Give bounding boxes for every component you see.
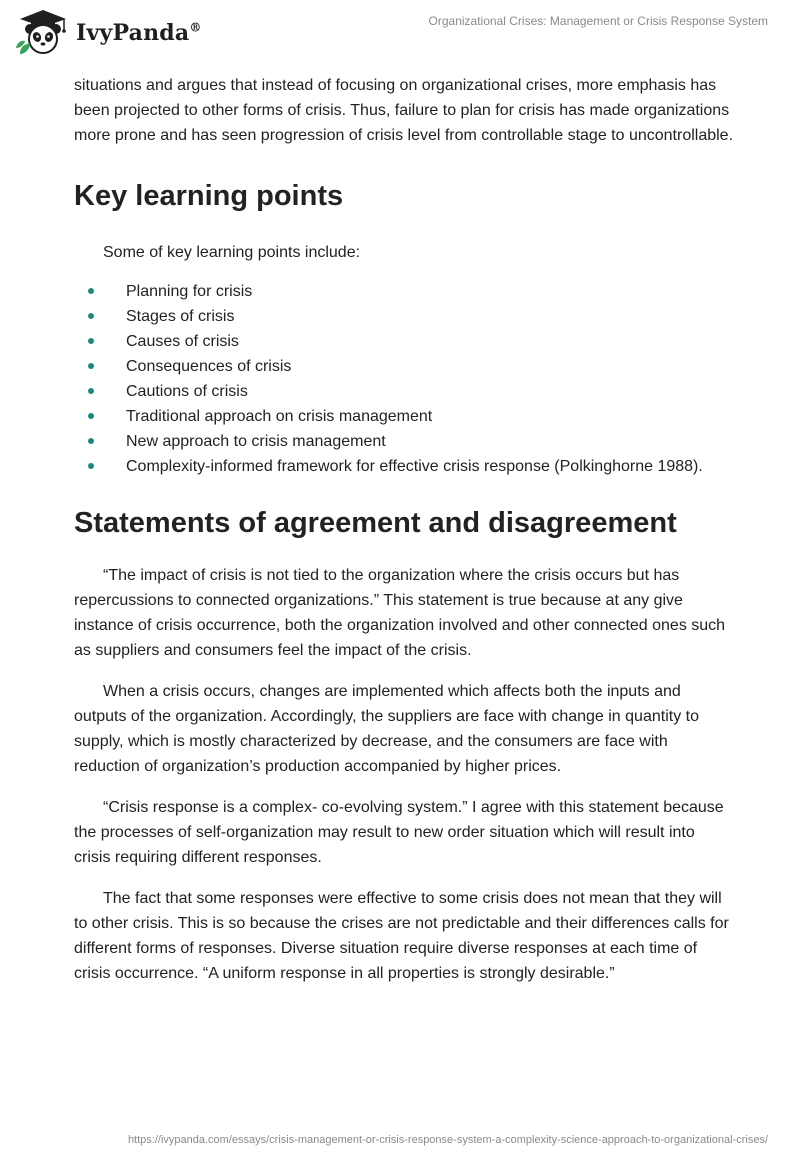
list-item-text: New approach to crisis management [126, 433, 386, 450]
list-item-text: Traditional approach on crisis management [126, 408, 433, 425]
bullet-icon [88, 363, 94, 369]
statement-paragraph: “Crisis response is a complex- co-evolving system.” I agree with this statement because the processes of self-organization may result to new order situation which will result into crisis requiring different responses. [74, 799, 724, 866]
bullet-icon [88, 413, 94, 419]
panda-graduate-icon [14, 8, 72, 58]
list-item [74, 354, 734, 379]
page-header [0, 0, 800, 70]
list-item-text: Causes of crisis [126, 333, 239, 350]
bullet-icon [88, 338, 94, 344]
statement-paragraph: “The impact of crisis is not tied to the organization where the crisis occurs but has repercussions to connected organizations.” This statement is true because at any give instance of crisis occurrence, both the organization involved and other connected ones such as suppliers and consumers feel the impact of the crisis. [74, 567, 726, 659]
bullet-icon [88, 388, 94, 394]
statement-paragraph: The fact that some responses were effective to some crisis does not mean that they will to other crisis. This is so because the crises are not predictable and their differences calls for different forms of responses. Diverse situation require diverse responses at each time of crisis occurrence. “A uniform response in all properties is strongly desirable.” [74, 890, 729, 982]
list-item [74, 404, 734, 429]
document-title: Organizational Crises: Management or Crisis Response System [428, 14, 768, 28]
brand-name-text: IvyPanda [76, 20, 190, 46]
bullet-icon [88, 438, 94, 444]
list-item-text: Planning for crisis [126, 283, 253, 300]
list-item [74, 304, 734, 329]
list-item [74, 329, 734, 354]
key-points-list [74, 279, 734, 479]
list-item [74, 454, 734, 479]
statement-paragraph: When a crisis occurs, changes are implemented which affects both the inputs and outputs of the organization. Accordingly, the suppliers are face with change in quantity to supply, which is mostly characterized by decrease, and the consumers are face with reduction of organization’s production accompanied by higher prices. [74, 683, 699, 775]
bullet-icon [88, 288, 94, 294]
statements-heading: Statements of agreement and disagreement [74, 507, 677, 539]
list-item-text: Stages of crisis [126, 308, 235, 325]
list-item [74, 429, 734, 454]
brand-name [76, 20, 202, 46]
opening-paragraph: situations and argues that instead of focusing on organizational crises, more emphasis has been projected to other forms of crisis. Thus, failure to plan for crisis has made organizations more prone and has seen progression of crisis level from controllable stage to uncontrollable. [74, 77, 734, 144]
bullet-icon [88, 313, 94, 319]
essay-content [74, 73, 734, 986]
bullet-icon [88, 463, 94, 469]
list-item-text: Consequences of crisis [126, 358, 292, 375]
list-item [74, 279, 734, 304]
source-url-link[interactable]: https://ivypanda.com/essays/crisis-management-or-crisis-response-system-a-complexity-science-approach-to-organizational-crises/ [127, 1134, 768, 1146]
ivypanda-logo[interactable] [14, 8, 202, 58]
key-points-intro: Some of key learning points include: [103, 244, 361, 261]
list-item-text: Cautions of crisis [126, 383, 248, 400]
list-item-text: Complexity-informed framework for effective crisis response (Polkinghorne 1988). [126, 458, 703, 475]
registered-mark: ® [189, 20, 202, 35]
list-item [74, 379, 734, 404]
key-learning-points-heading: Key learning points [74, 180, 344, 212]
